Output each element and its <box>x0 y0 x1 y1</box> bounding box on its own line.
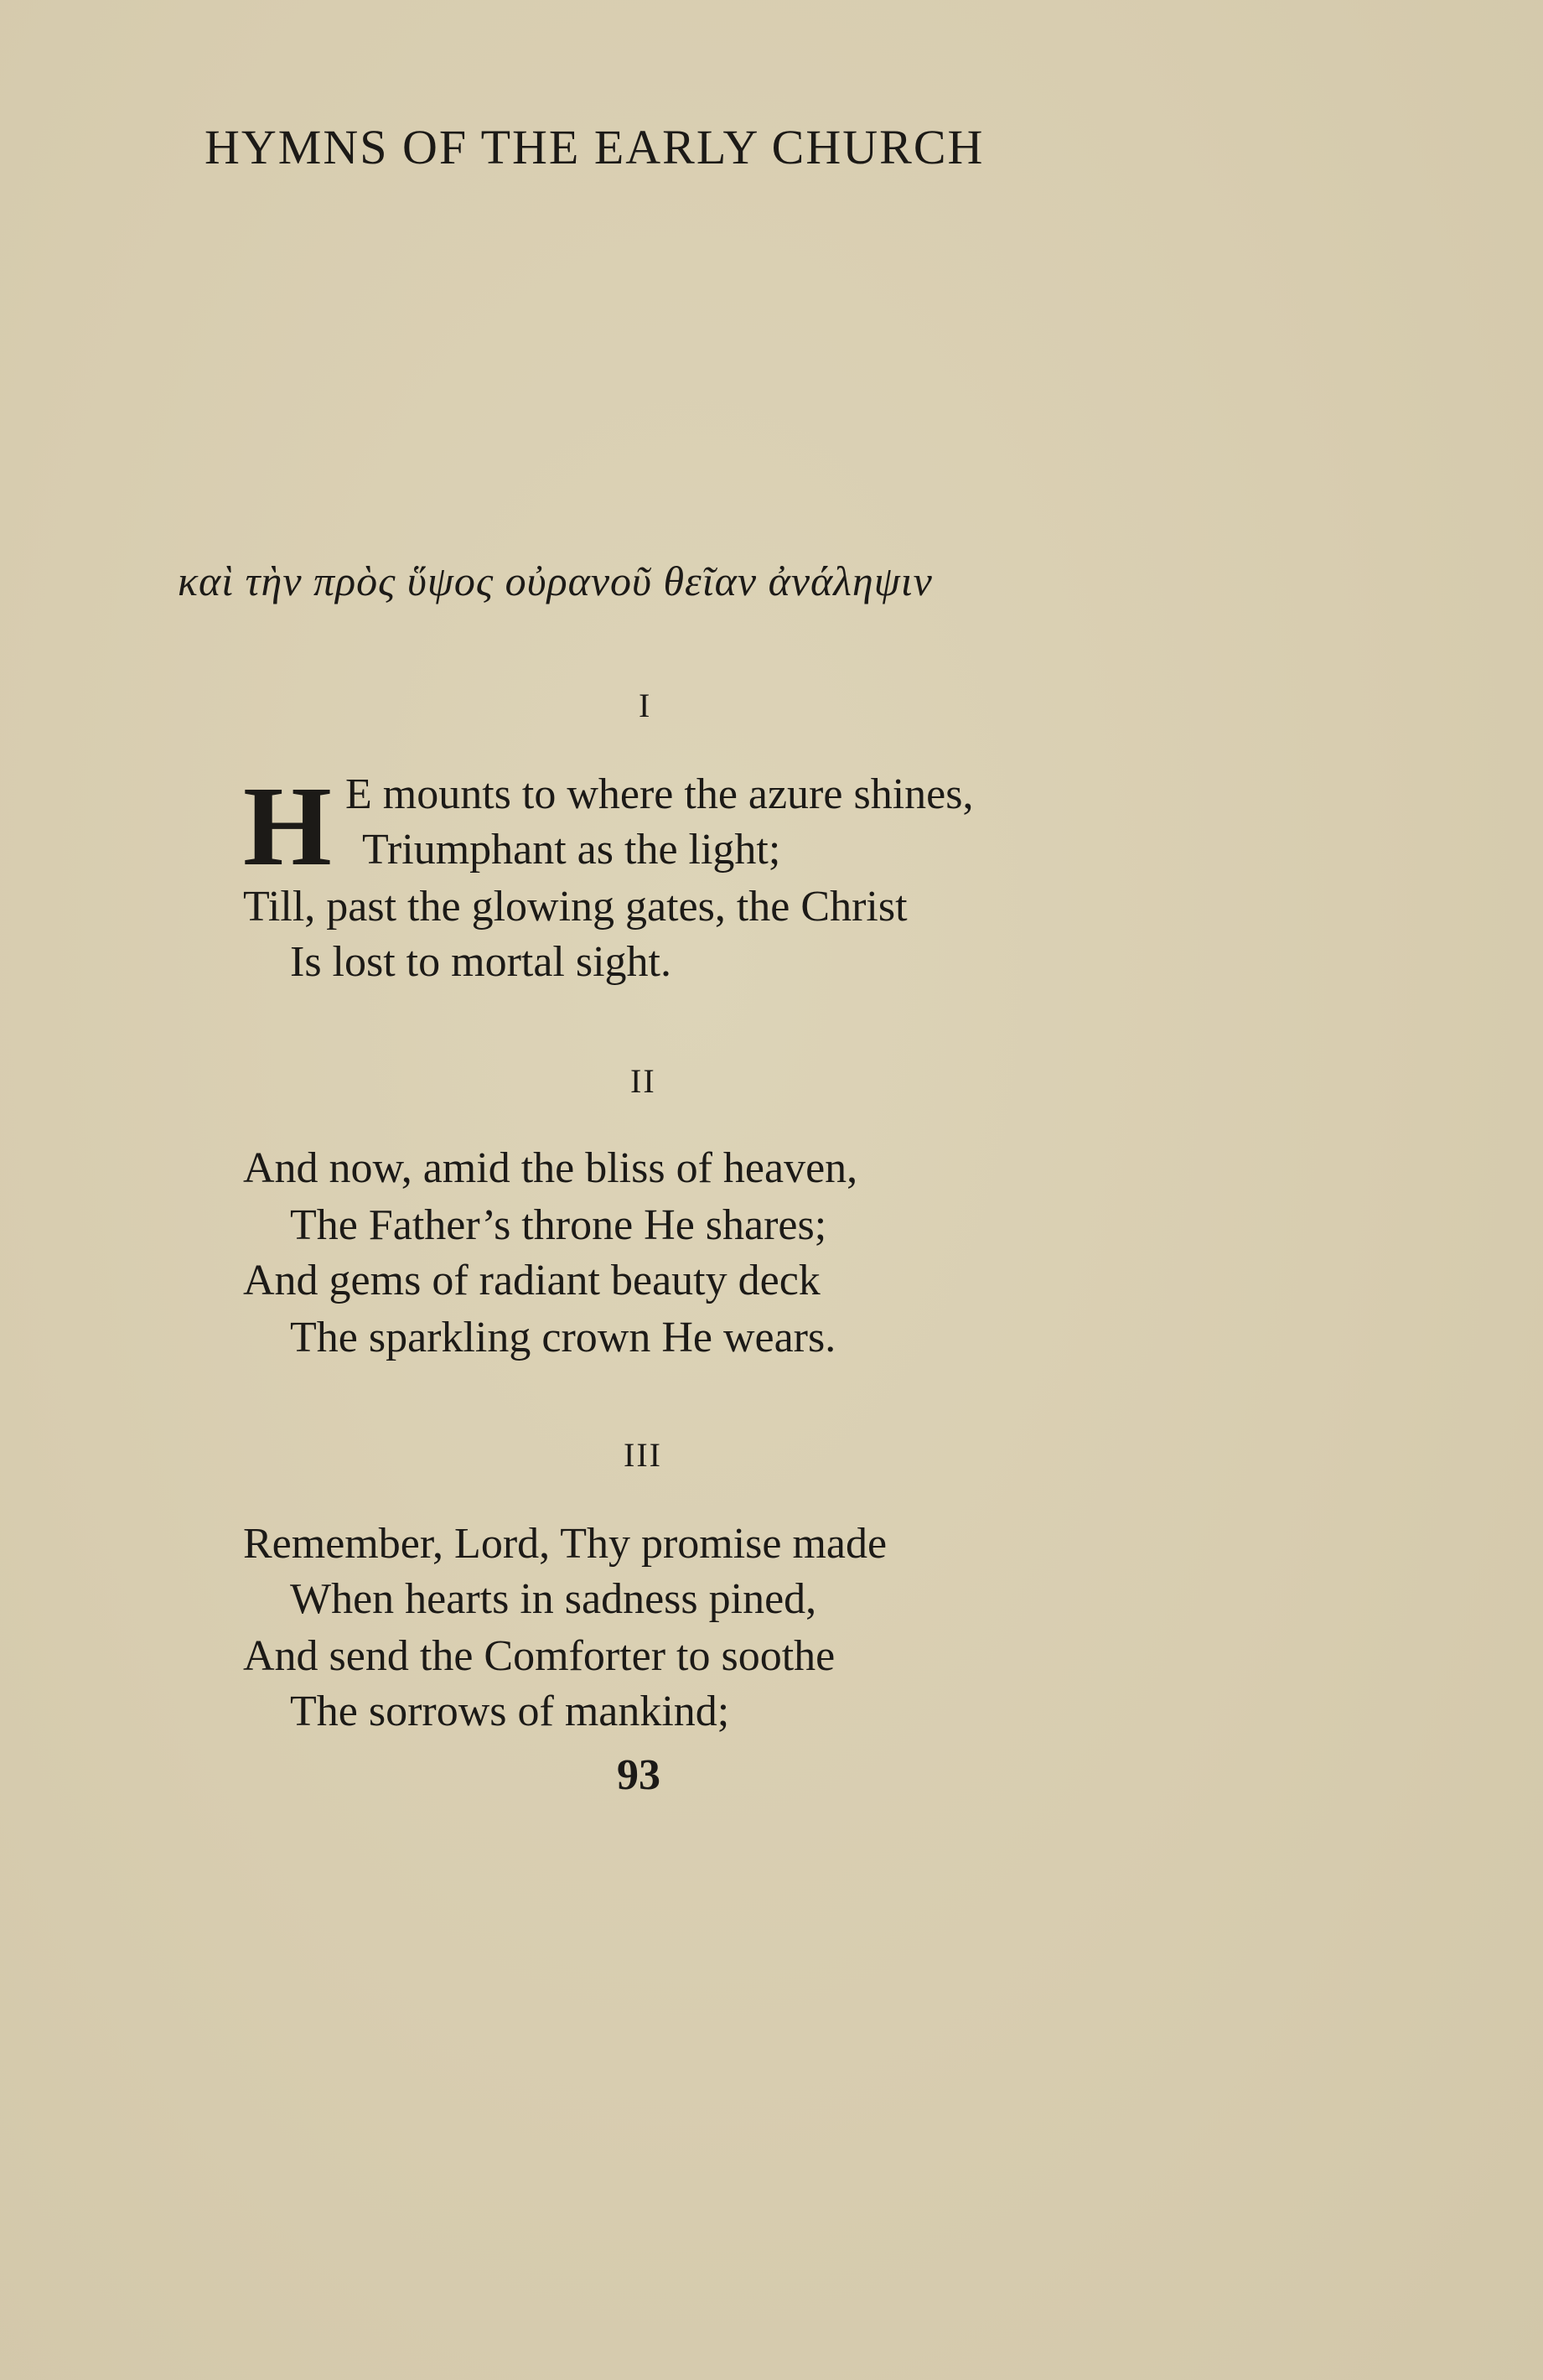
verse-line: The sorrows of mankind; <box>290 1688 730 1735</box>
verse-line: Remember, Lord, Thy promise made <box>243 1520 888 1568</box>
stanza-numeral: III <box>624 1436 662 1474</box>
verse-line: When hearts in sadness pined, <box>290 1575 817 1623</box>
stanza-numeral: I <box>639 687 652 724</box>
drop-cap: H <box>243 764 332 889</box>
greek-epigraph: καὶ τὴν πρὸς ὕψος οὐρανοῦ θεῖαν ἀνάληψιν <box>178 557 933 604</box>
verse-line: Is lost to mortal sight. <box>290 938 671 986</box>
stanza-numeral: II <box>630 1062 656 1100</box>
verse-line: The Father’s throne He shares; <box>290 1201 827 1249</box>
running-head: HYMNS OF THE EARLY CHURCH <box>205 120 985 174</box>
verse-line: Till, past the glowing gates, the Christ <box>243 883 908 931</box>
page-number: 93 <box>617 1751 660 1799</box>
verse-line: And gems of radiant beauty deck <box>243 1257 821 1304</box>
verse-line: And now, amid the bliss of heaven, <box>243 1144 858 1192</box>
verse-line: The sparkling crown He wears. <box>290 1314 836 1361</box>
verse-line: E mounts to where the azure shines, <box>345 770 974 818</box>
verse-line: Triumphant as the light; <box>362 826 781 874</box>
verse-line: And send the Comforter to soothe <box>243 1632 836 1680</box>
